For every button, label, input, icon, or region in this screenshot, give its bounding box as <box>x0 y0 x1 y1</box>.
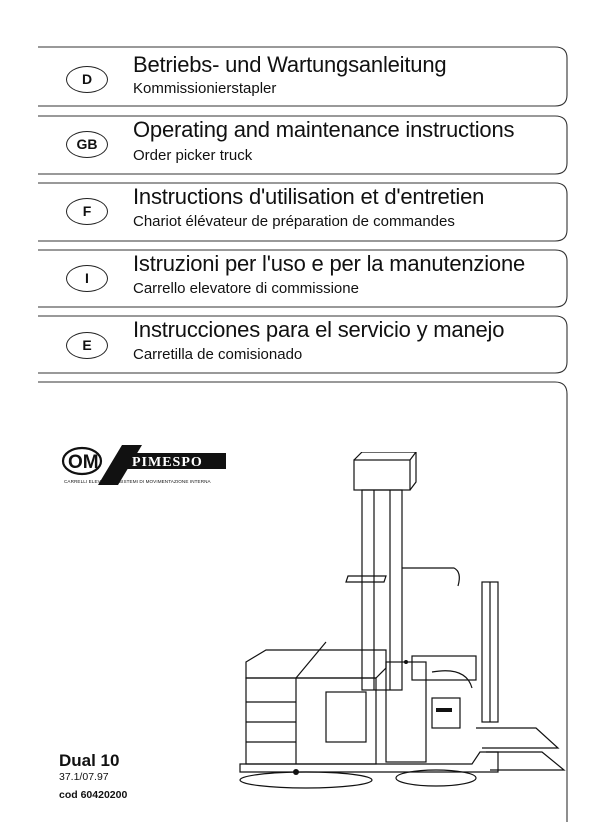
model-name: Dual 10 <box>59 751 120 770</box>
logo-brand: PIMESPO <box>132 455 203 470</box>
language-badge-i: I <box>66 265 108 292</box>
logo-tagline: CARRELLI ELEVATORI · SISTEMI DI MOVIMENTAZIONE INTERNA <box>64 479 211 484</box>
section-title-f: Instructions d'utilisation et d'entretien <box>133 184 485 209</box>
section-title-i: Istruzioni per l'uso e per la manutenzione <box>133 251 526 276</box>
order-picker-truck-illustration <box>236 452 566 792</box>
om-pimespo-logo <box>60 441 228 493</box>
document-code: cod 60420200 <box>59 789 128 801</box>
logo-mark: OM <box>68 452 99 473</box>
section-subtitle-e: Carretilla de comisionado <box>133 346 303 363</box>
language-badge-d: D <box>66 66 108 93</box>
section-title-d: Betriebs- und Wartungsanleitung <box>133 52 447 77</box>
section-title-gb: Operating and maintenance instructions <box>133 117 515 142</box>
section-subtitle-d: Kommissionierstapler <box>133 80 277 97</box>
language-badge-gb: GB <box>66 131 108 158</box>
language-badge-f: F <box>66 198 108 225</box>
section-subtitle-i: Carrello elevatore di commissione <box>133 280 359 297</box>
section-subtitle-gb: Order picker truck <box>133 147 253 164</box>
document-version: 37.1/07.97 <box>59 771 109 783</box>
language-badge-e: E <box>66 332 108 359</box>
section-title-e: Instrucciones para el servicio y manejo <box>133 317 505 342</box>
section-subtitle-f: Chariot élévateur de préparation de commandes <box>133 213 455 230</box>
